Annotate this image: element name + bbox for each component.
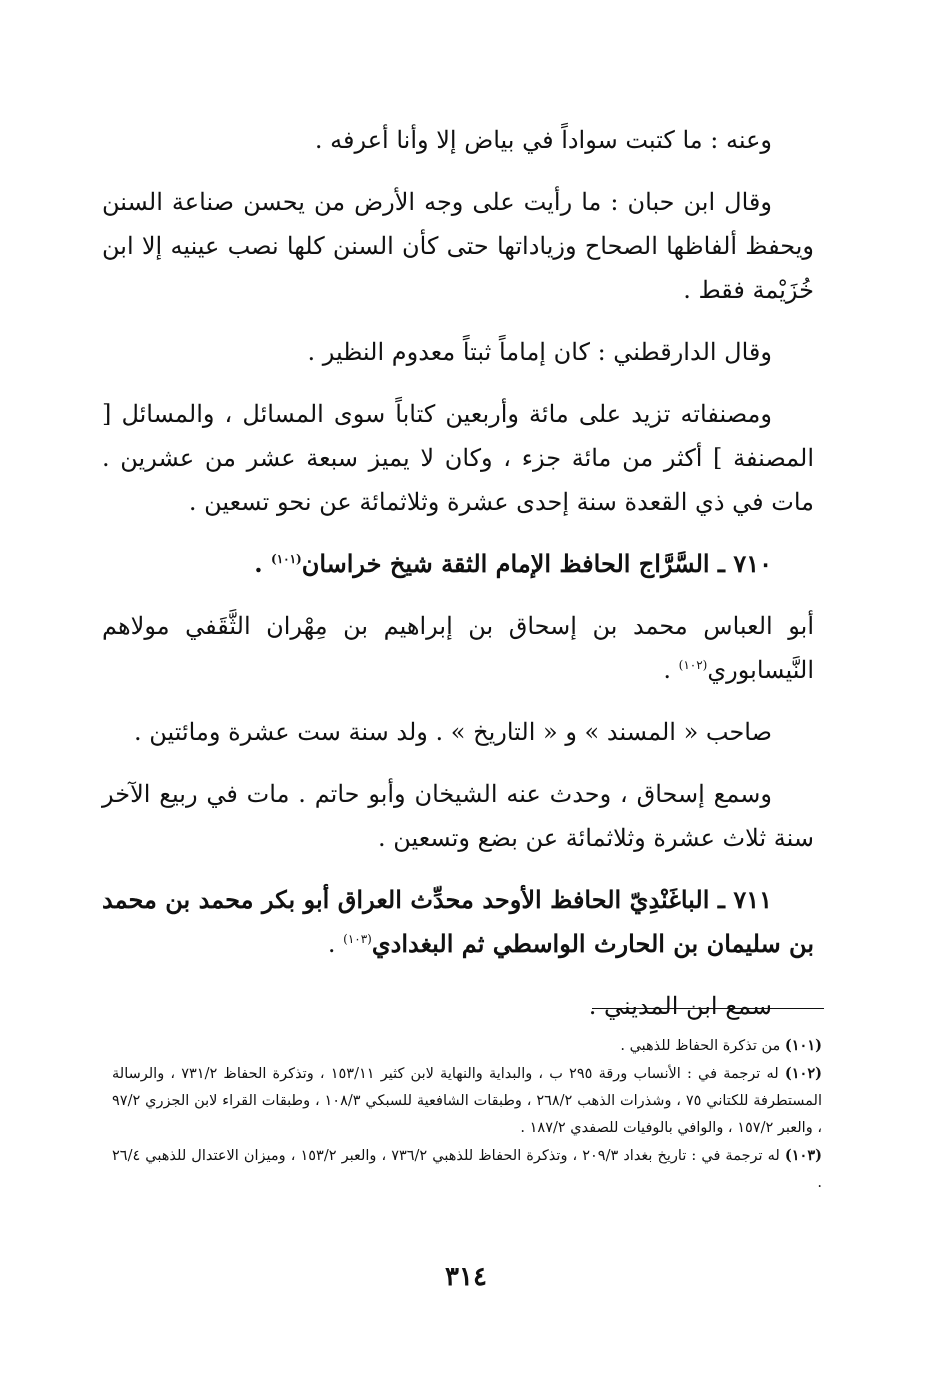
entry-710-works: صاحب « المسند » و « التاريخ » . ولد سنة ست عشرة ومائتين .	[133, 718, 772, 746]
paragraph-daraqutni: وقال الدارقطني : كان إماماً ثبتاً معدوم النظير .	[307, 338, 772, 366]
entry-710-heading-text: ٧١٠ ـ السَّرَّاج الحافظ الإمام الثقة شيخ خراسان	[301, 549, 772, 578]
entry-710-lineage-end: .	[663, 656, 679, 684]
entry-710-heading	[102, 542, 814, 586]
entry-711-heading-text: ٧١١ ـ الباغَنْدِيّ الحافظ الأوحد محدِّث العراق أبو بكر محمد بن محمد بن سليمان بن الحارث الواسطي ثم البغدادي	[102, 885, 814, 958]
paragraph-works-death: ومصنفاته تزيد على مائة وأربعين كتاباً سوى المسائل ، والمسائل [ المصنفة ] أكثر من مائة جزء ، وكان لا يميز سبعة عشر من عشرين . مات في ذي القعدة سنة إحدى عشرة وثلاثمائة عن نحو تسعين .	[102, 400, 814, 516]
entry-710-lineage	[102, 604, 814, 692]
footnote-101	[112, 1032, 822, 1060]
paragraph-quote-1: وعنه : ما كتبت سواداً في بياض إلا وأنا أعرفه .	[314, 126, 772, 154]
entry-711-heading-end: .	[327, 930, 344, 958]
footnotes	[112, 1032, 822, 1197]
footnote-number: (١٠١)	[784, 1037, 822, 1054]
main-text	[102, 118, 814, 1028]
footnote-text: من تذكرة الحفاظ للذهبي .	[620, 1038, 781, 1054]
entry-711-heading	[102, 878, 814, 966]
entry-711-heard: سمع ابن المديني .	[588, 992, 772, 1020]
footnote-ref-103: (١٠٣)	[343, 932, 372, 946]
footnote-102	[112, 1060, 822, 1142]
footnote-ref-101: (١٠١)	[271, 552, 302, 566]
footnote-ref-102: (١٠٢)	[678, 658, 708, 672]
paragraph-ibn-hibban: وقال ابن حبان : ما رأيت على وجه الأرض من يحسن صناعة السنن ويحفظ ألفاظها الصحاح وزياداتها حتى كأن السنن كلها نصب عينيه إلا ابن خُزَيْمة فقط .	[102, 188, 814, 304]
page-number: ٣١٤	[445, 1262, 487, 1292]
footnote-separator	[592, 1008, 824, 1009]
footnote-number: (١٠٢)	[784, 1065, 822, 1082]
footnote-103	[112, 1142, 822, 1197]
footnote-number: (١٠٣)	[784, 1147, 823, 1164]
entry-710-heading-end: .	[254, 549, 271, 578]
footnote-text: له ترجمة في : تاريخ بغداد ٢٠٩/٣ ، وتذكرة الحفاظ للذهبي ٧٣٦/٢ ، والعبر ١٥٣/٢ ، وميزان الاعتدال للذهبي ٢٦/٤ .	[112, 1148, 822, 1191]
entry-710-lineage-text: أبو العباس محمد بن إسحاق بن إبراهيم بن مِهْران الثَّقَفي مولاهم النَّيسابوري	[102, 612, 814, 684]
footnote-text: له ترجمة في : الأنساب ورقة ٢٩٥ ب ، والبداية والنهاية لابن كثير ١٥٣/١١ ، وتذكرة الحفاظ ٧٣١/٢ ، والرسالة المستطرفة للكتاني ٧٥ ، وشذرات الذهب ٢٦٨/٢ ، وطبقات الشافعية للسبكي ١٠٨/٣ ، وطبقات القراء لابن الجزري ٩٧/٢ ، والعبر ١٥٧/٢ ، والوافي بالوفيات للصفدي ١٨٧/٢ .	[112, 1066, 823, 1136]
entry-710-heard: وسمع إسحاق ، وحدث عنه الشيخان وأبو حاتم . مات في ربيع الآخر سنة ثلاث عشرة وثلاثمائة عن بضع وتسعين .	[102, 780, 814, 852]
